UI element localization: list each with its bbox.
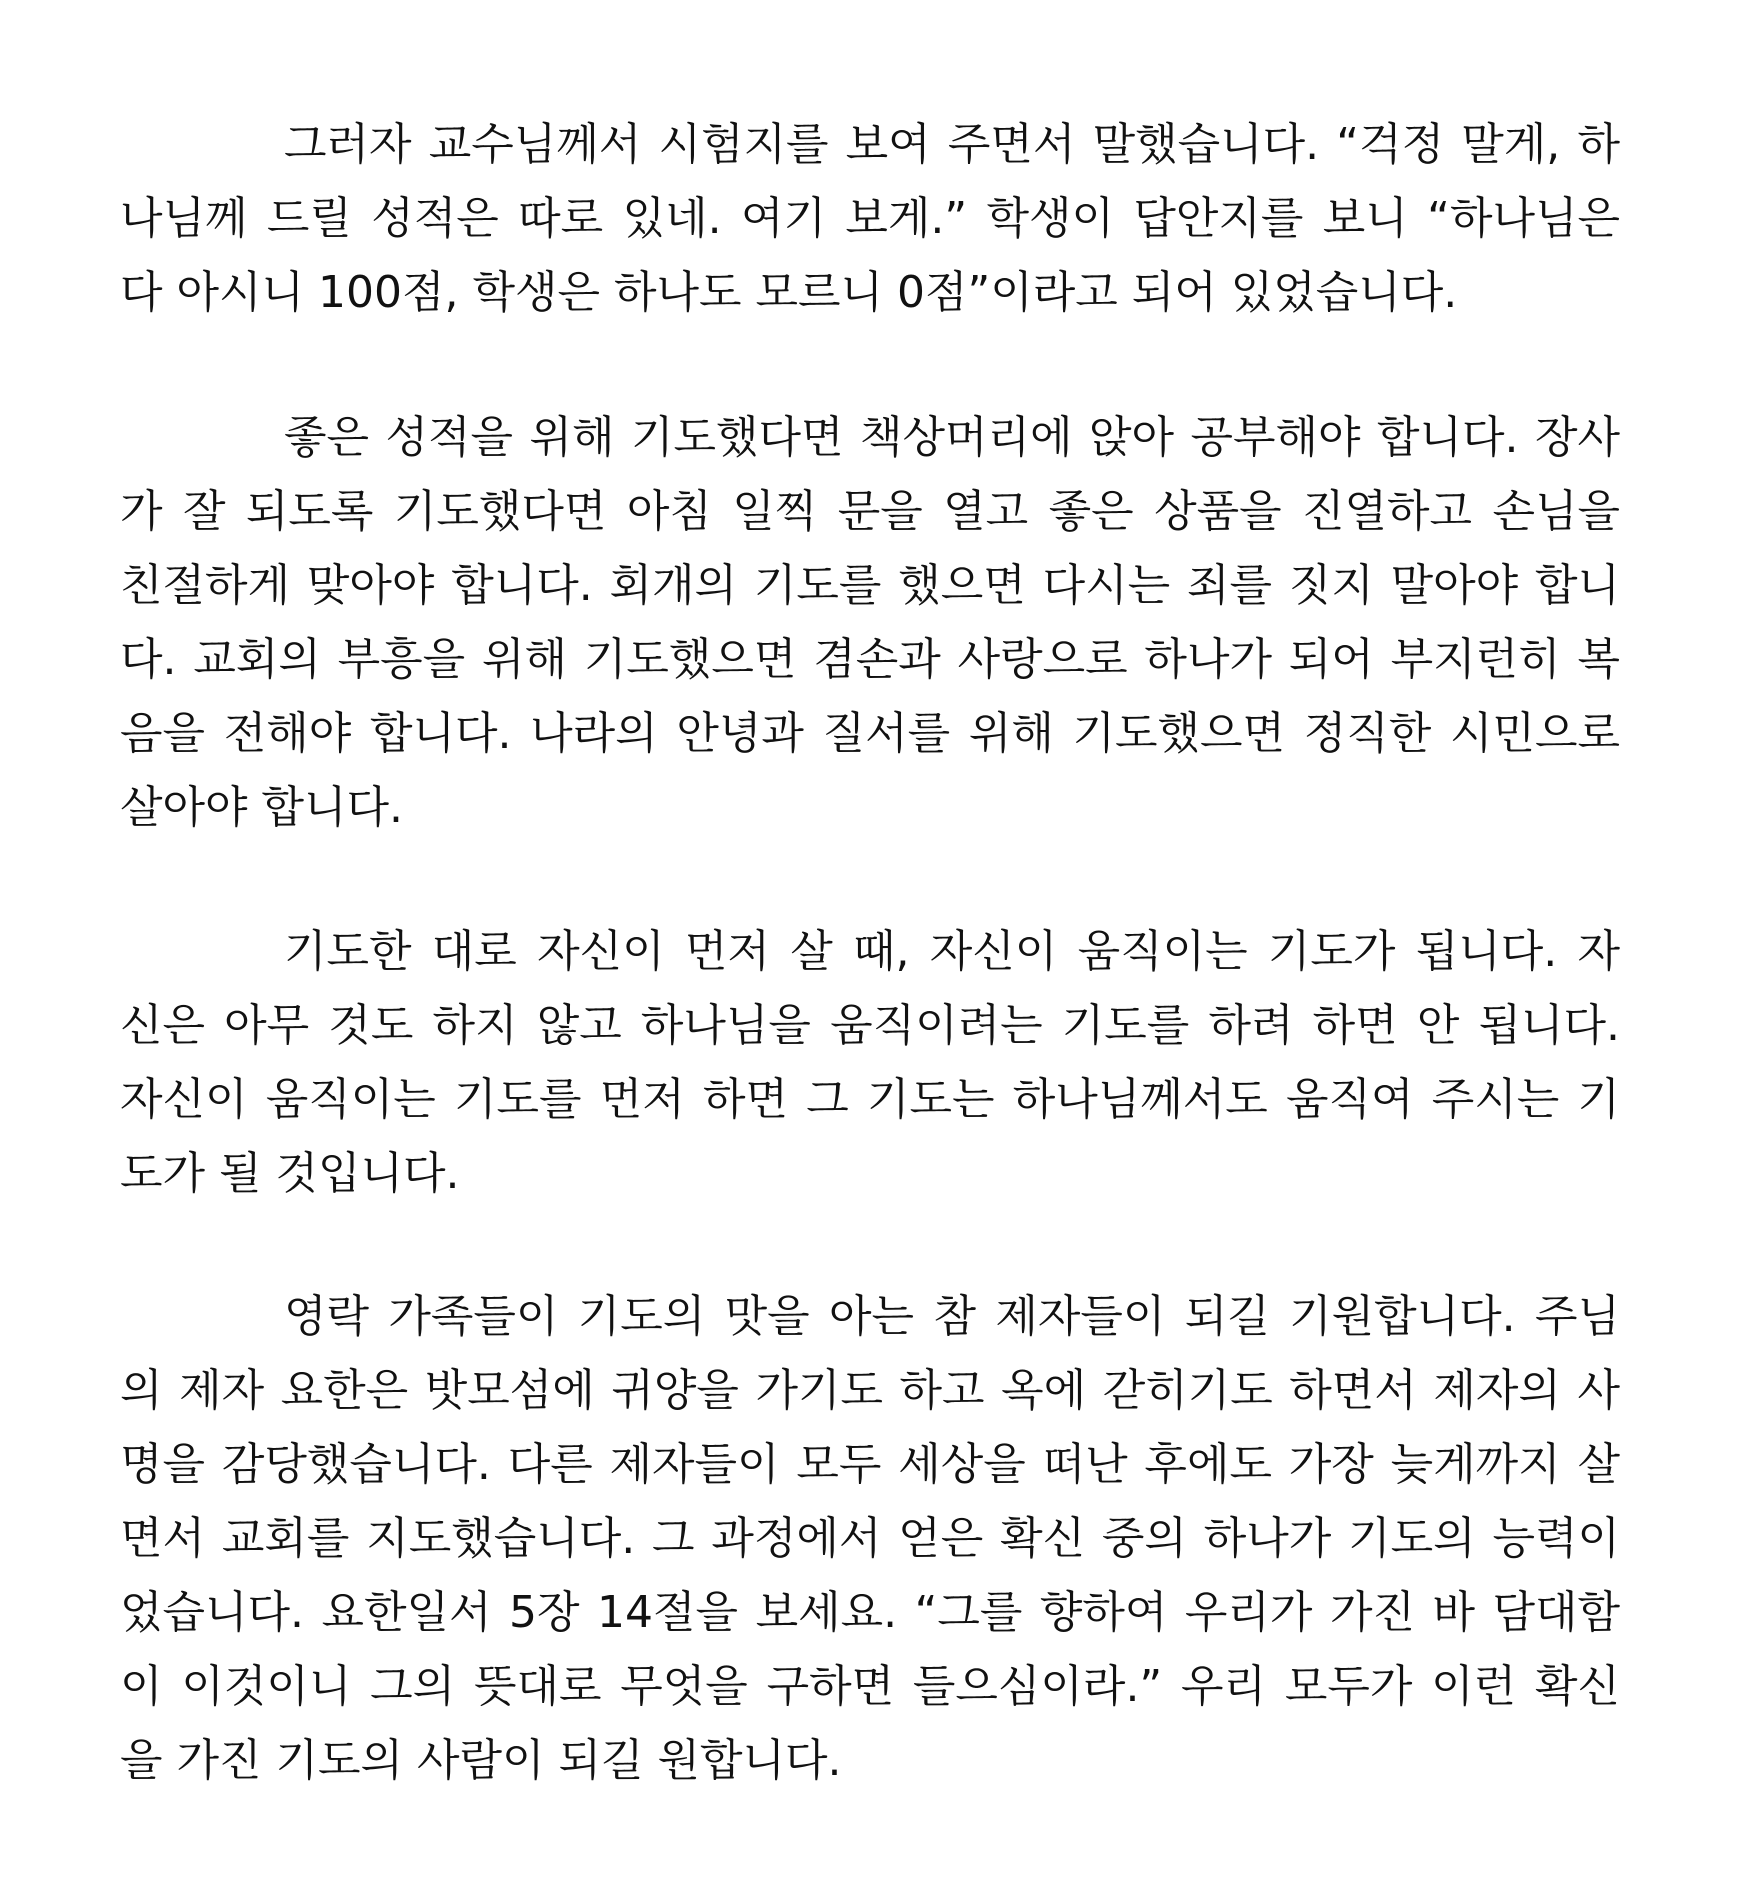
paragraph-line: 음을 전해야 합니다. 나라의 안녕과 질서를 위해 기도했으면 정직한 시민으로 [120, 708, 1620, 759]
paragraph-1 [120, 108, 1620, 330]
paragraph-line: 다. 교회의 부흥을 위해 기도했으면 겸손과 사랑으로 하나가 되어 부지런히 복 [120, 634, 1620, 685]
paragraph-line: 좋은 성적을 위해 기도했다면 책상머리에 앉아 공부해야 합니다. 장사 [284, 412, 1620, 463]
paragraph-line: 다 아시니 100점, 학생은 하나도 모르니 0점”이라고 되어 있었습니다. [120, 267, 1458, 318]
paragraph-line: 영락 가족들이 기도의 맛을 아는 참 제자들이 되길 기원합니다. 주님 [284, 1291, 1620, 1342]
paragraph-line: 명을 감당했습니다. 다른 제자들이 모두 세상을 떠난 후에도 가장 늦게까지 살 [120, 1439, 1620, 1490]
paragraph-4 [120, 1280, 1620, 1798]
paragraph-line: 도가 될 것입니다. [120, 1148, 460, 1199]
paragraph-line: 가 잘 되도록 기도했다면 아침 일찍 문을 열고 좋은 상품을 진열하고 손님을 [120, 486, 1620, 537]
paragraph-3 [120, 915, 1620, 1211]
paragraph-line: 나님께 드릴 성적은 따로 있네. 여기 보게.” 학생이 답안지를 보니 “하나님은 [120, 193, 1620, 244]
paragraph-line: 의 제자 요한은 밧모섬에 귀양을 가기도 하고 옥에 갇히기도 하면서 제자의 사 [120, 1365, 1620, 1416]
paragraph-line: 살아야 합니다. [120, 782, 403, 833]
paragraph-2 [120, 401, 1620, 845]
paragraph-line: 그러자 교수님께서 시험지를 보여 주면서 말했습니다. “걱정 말게, 하 [284, 119, 1620, 170]
paragraph-line: 면서 교회를 지도했습니다. 그 과정에서 얻은 확신 중의 하나가 기도의 능력이 [120, 1513, 1620, 1564]
paragraph-line: 자신이 움직이는 기도를 먼저 하면 그 기도는 하나님께서도 움직여 주시는 기 [120, 1074, 1621, 1125]
paragraph-line: 친절하게 맞아야 합니다. 회개의 기도를 했으면 다시는 죄를 짓지 말아야 합니 [120, 560, 1620, 611]
paragraph-line: 었습니다. 요한일서 5장 14절을 보세요. “그를 향하여 우리가 가진 바 담대함 [120, 1587, 1620, 1638]
paragraph-line: 기도한 대로 자신이 먼저 살 때, 자신이 움직이는 기도가 됩니다. 자 [284, 926, 1621, 977]
paragraph-line: 신은 아무 것도 하지 않고 하나님을 움직이려는 기도를 하려 하면 안 됩니다. [120, 1000, 1620, 1051]
paragraph-line: 이 이것이니 그의 뜻대로 무엇을 구하면 들으심이라.” 우리 모두가 이런 확신 [120, 1661, 1620, 1712]
paragraph-line: 을 가진 기도의 사람이 되길 원합니다. [120, 1735, 842, 1786]
